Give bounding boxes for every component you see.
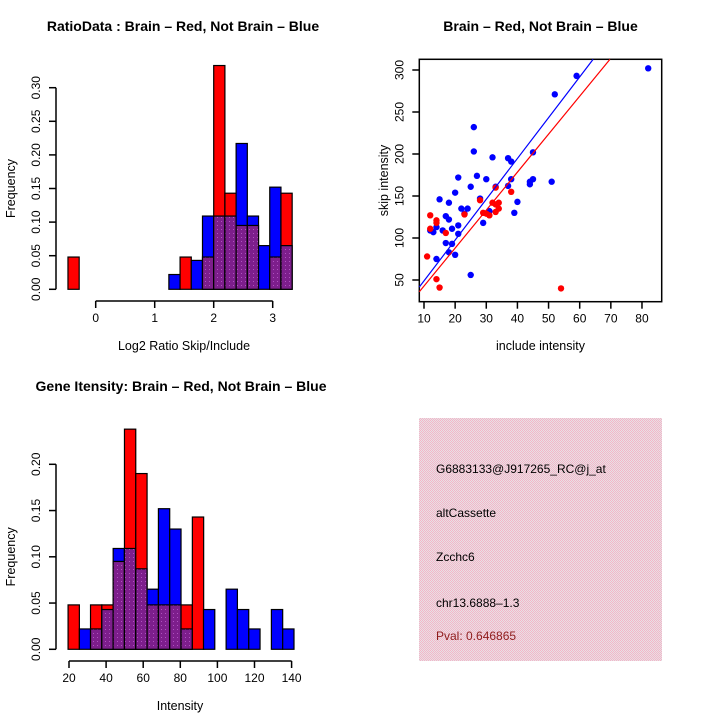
blue-point [552, 91, 558, 97]
y-tick-label: 0.00 [29, 637, 43, 661]
histogram-bar [249, 629, 260, 649]
scatter-title: Brain – Red, Not Brain – Blue [443, 18, 638, 34]
y-axis-label: Frequency [4, 158, 18, 219]
blue-point [474, 173, 480, 179]
y-tick-label: 200 [392, 143, 407, 165]
blue-point [527, 181, 533, 187]
y-tick-label: 100 [392, 227, 407, 249]
blue-point [452, 252, 458, 258]
panel-gene-intensity-histogram [0, 360, 360, 720]
red-point [461, 211, 467, 217]
histogram-bar [237, 610, 248, 650]
y-tick-label: 0.10 [29, 545, 43, 569]
blue-point [514, 199, 520, 205]
gene_hist-title: Gene Itensity: Brain – Red, Not Brain – Blue [35, 378, 327, 394]
y-axis [392, 60, 419, 287]
histogram-bar [203, 610, 214, 650]
scatter-points [424, 65, 651, 291]
gene-name-text: Zcchc6 [436, 550, 475, 564]
red-point [443, 230, 449, 236]
y-tick-label: 50 [392, 273, 407, 287]
blue-point [483, 176, 489, 182]
x-tick-label: 0 [92, 311, 100, 325]
plot-box [419, 59, 661, 301]
histogram-bar-overlap [202, 257, 213, 289]
blue-point [446, 216, 452, 222]
histogram-bar [180, 257, 191, 289]
y-tick-label: 0.15 [29, 498, 43, 523]
histogram-bars [68, 429, 294, 649]
histogram-bar-overlap [136, 569, 147, 649]
red-point [433, 220, 439, 226]
histogram-bar-overlap [181, 629, 192, 649]
ratio-histogram-chart [0, 0, 360, 360]
x-axis-label: Log2 Ratio Skip/Include [117, 339, 251, 353]
x-tick-label: 3 [269, 311, 277, 325]
histogram-bar-overlap [214, 216, 225, 289]
histogram-bar [192, 517, 203, 649]
x-axis-label: Intensity [156, 699, 204, 713]
y-tick-label: 0.05 [29, 591, 43, 615]
histogram-bar-overlap [247, 225, 258, 289]
y-axis-label: Frequency [4, 527, 18, 587]
x-axis-label: include intensity [496, 339, 585, 353]
histogram-bar-overlap [102, 610, 113, 650]
red-point [424, 253, 430, 259]
red-point [508, 189, 514, 195]
event-type-text: altCassette [436, 506, 497, 520]
histogram-bar [68, 257, 79, 289]
histogram-bar [271, 610, 282, 650]
y-tick-label: 300 [392, 59, 407, 81]
x-tick-label: 20 [62, 671, 76, 685]
histogram-bar-overlap [281, 246, 292, 290]
blue-point [443, 240, 449, 246]
red-point [436, 284, 442, 290]
x-tick-label: 60 [573, 311, 587, 326]
red-point [427, 226, 433, 232]
histogram-bar-overlap [124, 548, 135, 649]
x-tick-label: 20 [448, 311, 462, 326]
x-tick-label: 50 [541, 311, 556, 326]
y-tick-label: 0.15 [29, 176, 43, 201]
y-tick-label: 0.20 [29, 452, 43, 476]
histogram-bar [169, 275, 180, 290]
blue-point [489, 154, 495, 160]
histogram-bar-overlap [113, 561, 124, 649]
red-point [496, 200, 502, 206]
histogram-bar-overlap [158, 605, 169, 649]
x-axis [417, 302, 649, 326]
histogram-bar [79, 629, 90, 649]
x-tick-label: 80 [173, 671, 187, 685]
red-fit-line [419, 59, 610, 291]
x-tick-label: 140 [281, 671, 302, 685]
info-box [419, 418, 662, 661]
blue-point [645, 65, 651, 71]
red-point [433, 276, 439, 282]
histogram-bar [259, 246, 270, 290]
panel-ratio-histogram [0, 0, 360, 360]
x-tick-label: 2 [210, 311, 218, 325]
blue-point [455, 174, 461, 180]
x-axis [92, 301, 276, 325]
histogram-bar-overlap [91, 629, 102, 649]
x-tick-label: 1 [151, 311, 159, 325]
red-point [558, 285, 564, 291]
y-tick-label: 150 [392, 185, 407, 207]
blue-point [471, 124, 477, 130]
x-tick-label: 60 [136, 671, 150, 685]
y-tick-label: 0.10 [29, 210, 43, 234]
y-tick-label: 0.00 [29, 277, 43, 301]
y-axis [29, 76, 56, 301]
pval-text: Pval: 0.646865 [436, 629, 517, 643]
y-axis [29, 452, 56, 661]
probe-id-text: G6883133@J917265_RC@j_at [436, 462, 606, 476]
histogram-bar-overlap [170, 605, 181, 649]
histogram-bar-overlap [225, 216, 236, 289]
histogram-bars [68, 66, 292, 290]
blue-fit-line [419, 59, 593, 287]
blue-point [436, 196, 442, 202]
panel-intensity-scatter [360, 0, 720, 360]
histogram-bar-overlap [270, 257, 281, 289]
y-tick-label: 0.25 [29, 109, 43, 133]
blue-point [511, 210, 517, 216]
blue-point [471, 148, 477, 154]
blue-point [446, 200, 452, 206]
histogram-bar [68, 605, 79, 649]
x-tick-label: 100 [207, 671, 228, 685]
blue-point [455, 222, 461, 228]
x-tick-label: 70 [604, 311, 618, 326]
y-tick-label: 0.30 [29, 76, 43, 100]
x-axis [62, 661, 302, 685]
red-point [477, 197, 483, 203]
histogram-bar [191, 260, 202, 289]
y-tick-label: 0.20 [29, 143, 43, 167]
x-tick-label: 120 [244, 671, 265, 685]
gene-intensity-histogram-chart [0, 360, 360, 720]
x-tick-label: 30 [479, 311, 493, 326]
histogram-bar [283, 629, 294, 649]
blue-point [468, 184, 474, 190]
blue-point [548, 179, 554, 185]
panel-info [360, 360, 720, 720]
histogram-bar [226, 589, 237, 649]
blue-point [468, 272, 474, 278]
intensity-scatter-chart [360, 0, 720, 360]
x-tick-label: 10 [417, 311, 431, 326]
red-point [492, 209, 498, 215]
y-tick-label: 250 [392, 101, 407, 123]
y-tick-label: 0.05 [29, 244, 43, 268]
x-tick-label: 40 [99, 671, 113, 685]
ratio_hist-title: RatioData : Brain – Red, Not Brain – Blue [46, 18, 320, 34]
y-axis-label: skip intensity [377, 144, 391, 217]
histogram-bar-overlap [236, 225, 247, 289]
regression-lines [419, 59, 610, 291]
histogram-bar-overlap [147, 605, 158, 649]
blue-point [449, 226, 455, 232]
red-point [427, 212, 433, 218]
x-tick-label: 40 [510, 311, 525, 326]
blue-point [480, 220, 486, 226]
locus-text: chr13.6888–1.3 [436, 596, 520, 610]
x-tick-label: 80 [635, 311, 649, 326]
blue-point [452, 189, 458, 195]
